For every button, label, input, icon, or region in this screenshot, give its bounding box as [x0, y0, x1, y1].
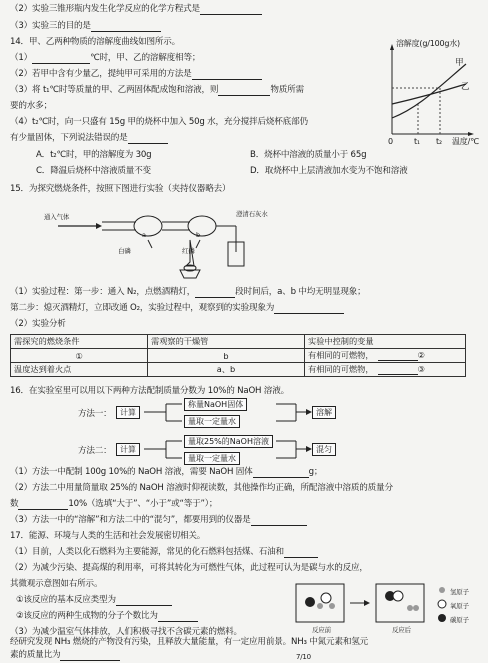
method1-label: 方法一： [78, 409, 112, 419]
q17-part3-cont: 经研究发现 NH₃ 燃烧的产物没有污染，且释放大量能量，有一定应用前景。NH₃ 中氮元素和氢元 [10, 637, 369, 647]
q17-part2-cont: 其微观示意图如右所示。 [10, 579, 103, 589]
reaction-after-label: 反应后 [392, 626, 411, 634]
q14-part3: （3）将 t₁℃时等质量的甲、乙两固体配成饱和溶液，则 物质所需 [10, 85, 304, 95]
method2-mix-box: 混匀 [312, 443, 336, 456]
q14-part4: （4）t₂℃时，向一只盛有 15g 甲的烧杯中加入 50g 水，充分搅拌后烧杯底部仍 [10, 117, 308, 127]
option-c: C．降温后烧杯中溶液质量不变 [36, 166, 151, 176]
graph-ylabel: 溶解度(g/100g水) [396, 39, 460, 48]
q14-part4-cont: 有少量固体，下列说法错误的是 [10, 133, 168, 144]
graph-jia-label: 甲 [455, 58, 464, 68]
legend-oxygen: 氧原子 [450, 602, 469, 610]
method1-arrows [144, 396, 314, 432]
graph-tick-t1: t₁ [414, 137, 420, 146]
label-tube-b: b [196, 231, 200, 239]
q17-part1: （1）目前，人类以化石燃料为主要能源，常见的化石燃料包括煤、石油和 [10, 547, 318, 558]
legend-carbon: 碳原子 [450, 616, 469, 624]
q15-part1: （1）实验过程：第一步：通入 N₂，点燃酒精灯， 段时间后，a、b 中均无明显现象； [10, 287, 366, 297]
q16-part3: （3）方法一中的“溶解”和方法二中的“混匀”，都要用到的仪器是 [10, 515, 307, 526]
option-b: B．烧杯中溶液的质量小于 65g [250, 150, 367, 160]
method2-step-water: 量取一定量水 [184, 452, 240, 465]
graph-yi-label: 乙 [461, 82, 470, 92]
method1-step-water: 量取一定量水 [184, 415, 240, 428]
q17-part2: （2）为减少污染、提高煤的利用率，可将其转化为可燃性气体，此过程可认为是碳与水的反应， [10, 563, 368, 573]
label-red-phosphorus: 红磷 [182, 247, 195, 255]
method2-label: 方法二： [78, 446, 112, 456]
q14-title: 14．甲、乙两种物质的溶解度曲线如图所示。 [10, 37, 181, 47]
q16-part2-cont: 数 10%（选填“大于”、“小于”或“等于”）； [10, 499, 218, 509]
label-gas-inlet: 通入气体 [44, 213, 70, 221]
q16-title: 16．在实验室里可以用以下两种方法配制质量分数为 10%的 NaOH 溶液。 [10, 386, 289, 396]
q17-part2-b: ②该反应的两种生成物的分子个数比为 [16, 611, 198, 622]
table-cell: 有相同的可燃物， ③ [305, 363, 466, 377]
q16-part1: （1）方法一中配制 100g 10%的 NaOH 溶液，需要 NaOH 固体 g； [10, 467, 323, 477]
method1-calc-box: 计算 [116, 406, 140, 419]
solubility-graph [378, 38, 486, 150]
table-header-variable: 实验中控制的变量 [305, 335, 466, 349]
q16-part2: （2）方法二中用量筒量取 25%的 NaOH 溶液时仰视读数，其他操作均正确，所配溶液中溶质的质量分 [10, 483, 393, 493]
label-limewater: 澄清石灰水 [236, 210, 268, 218]
method2-arrows [144, 433, 314, 469]
q15-part1-step2: 第二步：熄灭酒精灯，立即改通 O₂，实验过程中，观察到的实验现象为 [10, 303, 344, 314]
table-header-condition: 需探究的燃烧条件 [11, 335, 148, 349]
page-number: 7/10 [296, 653, 311, 661]
label-tube-a: a [142, 231, 146, 239]
q17-title: 17．能源、环境与人类的生活和社会发展密切相关。 [10, 531, 206, 541]
method1-step-weigh: 称量NaOH固体 [184, 398, 247, 411]
method2-step-solution: 量取25%的NaOH溶液 [184, 435, 273, 448]
curve-yi [392, 84, 466, 104]
q14-part1: （1） ℃时，甲、乙的溶解度相等； [10, 53, 201, 63]
q14-part2: （2）若甲中含有少量乙，提纯甲可采用的方法是 [10, 69, 262, 80]
table-cell: 有相同的可燃物， ② [305, 349, 466, 363]
table-cell: a、b [148, 363, 305, 377]
label-white-phosphorus: 白磷 [118, 247, 131, 255]
method1-dissolve-box: 溶解 [312, 406, 336, 419]
table-cell: b [148, 349, 305, 363]
q17-part3: （3）为减少温室气体排放，人们积极寻找不含碳元素的燃料。 [10, 627, 242, 637]
q13-line-2: （2）实验三锥形瓶内发生化学反应的化学方程式是 [10, 4, 262, 15]
graph-tick-t2: t₂ [436, 137, 442, 146]
q13-line-3: （3）实验三的目的是 [10, 21, 161, 32]
legend-hydrogen: 氢原子 [450, 588, 469, 596]
q17-part2-a: ①该反应的基本反应类型为 [16, 595, 172, 606]
option-a: A．t₂℃时，甲的溶解度为 30g [36, 150, 152, 160]
table-cell: ① [11, 349, 148, 363]
option-d: D．取烧杯中上层清液加水变为不饱和溶液 [250, 166, 408, 176]
graph-xlabel: 温度/℃ [452, 137, 479, 146]
q14-part3-cont: 要的水多； [10, 101, 52, 111]
table-header-tube: 需观察的干燥管 [148, 335, 305, 349]
graph-tick-0: 0 [388, 137, 393, 146]
q15-title: 15．为探究燃烧条件，按照下图进行实验（夹持仪器略去） [10, 184, 231, 194]
reaction-before-label: 反应前 [312, 626, 331, 634]
q15-part2: （2）实验分析 [10, 319, 66, 329]
method2-calc-box: 计算 [116, 443, 140, 456]
table-cell: 温度达到着火点 [11, 363, 148, 377]
curve-jia [392, 64, 466, 118]
q17-part3-end: 素的质量比为 [10, 650, 120, 661]
experiment-table [10, 334, 466, 377]
